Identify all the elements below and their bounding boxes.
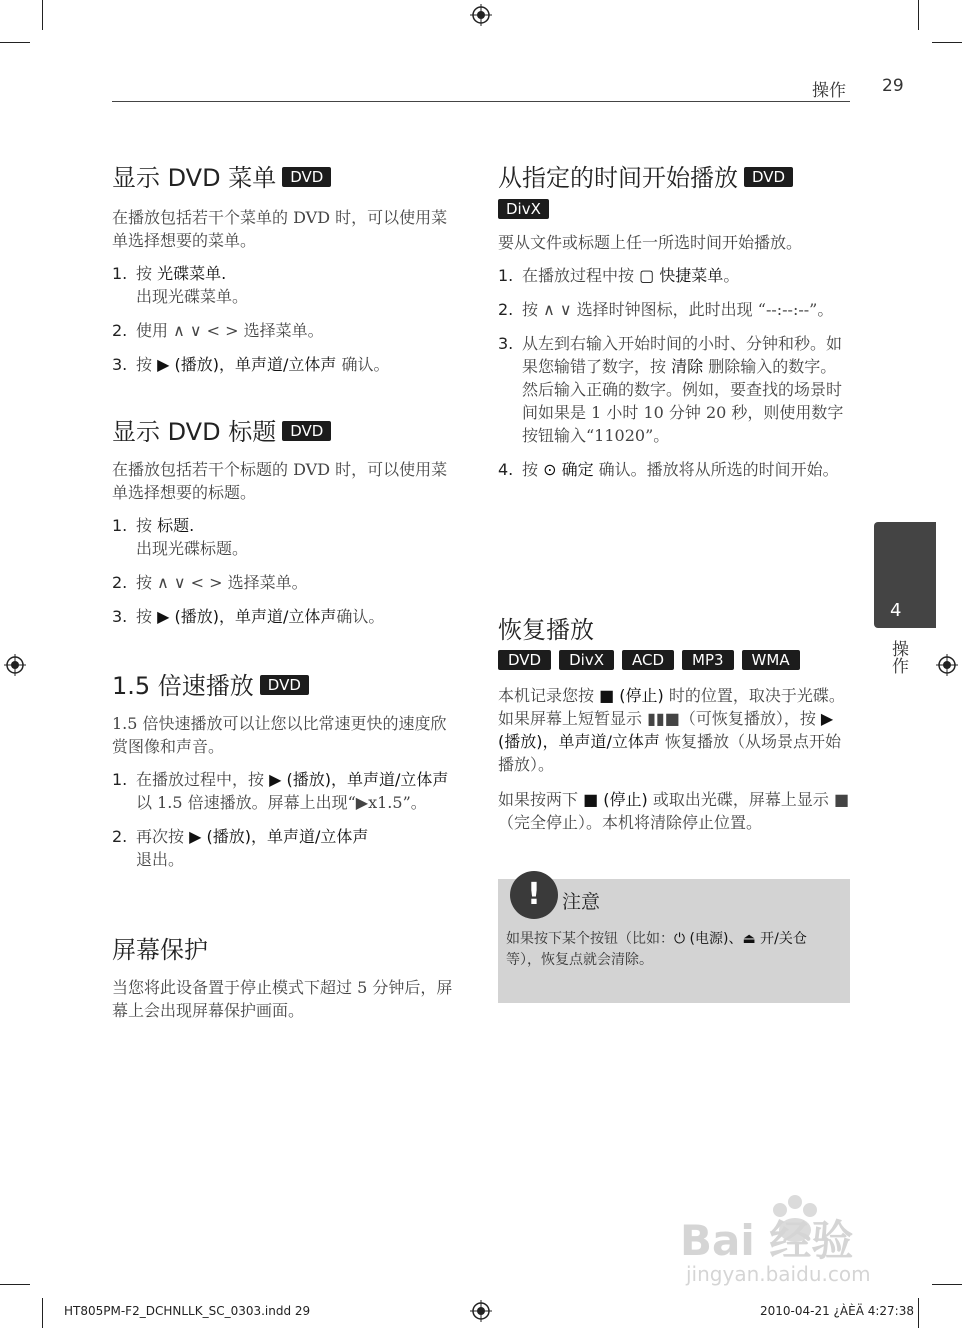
registration-mark-icon xyxy=(470,1300,492,1322)
note-title: 注意 xyxy=(562,891,601,913)
section-heading: 屏幕保护 xyxy=(112,936,208,964)
chapter-tab xyxy=(874,522,936,628)
crop-mark xyxy=(932,42,962,43)
header-section-title: 操作 xyxy=(812,81,846,101)
section-dvd-menu xyxy=(112,162,462,376)
list-item: 3. 按 ▶ (播放)，单声道/立体声 确认。 xyxy=(112,355,390,374)
section-intro: 在播放包括若干个菜单的 DVD 时，可以使用菜单选择想要的菜单。 xyxy=(112,208,448,250)
section-screen-saver xyxy=(112,934,462,1022)
baidu-watermark: Bai 经验 jingyan.baidu.com xyxy=(680,1190,910,1290)
step-list xyxy=(112,514,462,628)
note-box xyxy=(498,879,850,1003)
footer-filename: HT805PM-F2_DCHNLLK_SC_0303.indd 29 xyxy=(64,1304,311,1318)
section-heading: 显示 DVD 标题 DVD xyxy=(112,416,462,448)
registration-mark-icon xyxy=(936,654,958,676)
disc-badge: DivX xyxy=(498,199,549,219)
section-intro: 当您将此设备置于停止模式下超过 5 分钟后，屏幕上会出现屏幕保护画面。 xyxy=(112,978,453,1020)
step-list xyxy=(112,262,462,376)
list-item: 1. 在播放过程中按 ▢ 快捷菜单。 xyxy=(498,265,740,285)
list-item: 3. 按 ▶ (播放)，单声道/立体声确认。 xyxy=(112,607,385,626)
disc-badge: DVD xyxy=(498,650,551,670)
section-heading: 显示 DVD 菜单 DVD xyxy=(112,162,462,194)
list-item: 1. 按 标题. 出现光碟标题。 xyxy=(112,516,249,558)
disc-badge: MP3 xyxy=(682,650,734,670)
registration-mark-icon xyxy=(4,654,26,676)
header-page-number: 29 xyxy=(882,76,904,96)
section-heading: 1.5 倍速播放 DVD xyxy=(112,670,462,702)
registration-mark-icon xyxy=(470,4,492,26)
section-heading: 从指定的时间开始播放 DVD xyxy=(498,162,850,194)
section-1-5x-playback xyxy=(112,670,462,871)
list-item: 4. 按 ⊙ 确定 确认。播放将从所选的时间开始。 xyxy=(498,459,839,479)
crop-mark xyxy=(0,1284,30,1285)
footer-timestamp: 2010-04-21 ¿ÀÈÄ 4:27:38 xyxy=(760,1304,914,1318)
crop-mark xyxy=(0,42,30,43)
section-dvd-title xyxy=(112,416,462,628)
section-intro: 要从文件或标题上任一所选时间开始播放。 xyxy=(498,232,803,252)
disc-badge: ACD xyxy=(622,650,674,670)
section-intro: 在播放包括若干个标题的 DVD 时，可以使用菜单选择想要的标题。 xyxy=(112,460,448,502)
list-item: 2. 按 ∧ ∨ 选择时钟图标，此时出现 “--:--:--”。 xyxy=(498,299,834,319)
step-list xyxy=(112,768,462,871)
section-time-search xyxy=(498,162,850,481)
crop-mark xyxy=(42,0,43,30)
paragraph: 如果按两下 ■ (停止) 或取出光碟，屏幕上显示 ■（完全停止）。本机将清除停止位置。 xyxy=(498,790,850,832)
crop-mark xyxy=(42,1298,43,1328)
disc-badge: DVD xyxy=(282,421,331,441)
paragraph: 本机记录您按 ■ (停止) 时的位置，取决于光碟。如果屏幕上短暂显示 ▮▮■（可恢复播放），按 ▶ (播放)，单声道/立体声 恢复播放（从场景点开始播放）。 xyxy=(498,686,845,774)
step-list xyxy=(498,264,850,481)
chapter-tab-label: 操作 xyxy=(888,640,908,674)
section-resume-playback xyxy=(498,614,850,834)
section-heading: 恢复播放 xyxy=(498,616,594,644)
crop-mark xyxy=(918,1298,919,1328)
list-item: 1. 在播放过程中，按 ▶ (播放)，单声道/立体声 以 1.5 倍速播放。屏幕上出现“▶x1.5”。 xyxy=(112,770,449,812)
disc-badge-row xyxy=(498,650,850,670)
header-rule xyxy=(112,101,850,102)
disc-badge: DVD xyxy=(260,675,309,695)
disc-badge: WMA xyxy=(742,650,800,670)
note-text: 如果按下某个按钮（比如：⏻ (电源)、⏏ 开/关仓 等），恢复点就会清除。 xyxy=(506,931,807,968)
disc-badge: DVD xyxy=(744,167,793,187)
list-item: 2. 使用 ∧ ∨ < > 选择菜单。 xyxy=(112,321,324,340)
list-item: 2. 再次按 ▶ (播放)，单声道/立体声 退出。 xyxy=(112,827,369,869)
disc-badge: DVD xyxy=(282,167,331,187)
crop-mark xyxy=(932,1284,962,1285)
crop-mark xyxy=(918,0,919,30)
chapter-tab-number: 4 xyxy=(890,600,902,621)
disc-badge: DivX xyxy=(559,650,614,670)
section-intro: 1.5 倍快速播放可以让您以比常速更快的速度欣赏图像和声音。 xyxy=(112,714,447,756)
list-item: 3. 从左到右输入开始时间的小时、分钟和秒。如果您输错了数字，按 清除 删除输入的数字。然后输入正确的数字。例如，要查找的场景时间如果是 1 小时 10 分钟 20 秒，则使用数字按钮输入“11020”。 xyxy=(498,333,844,445)
list-item: 1. 按 光碟菜单. 出现光碟菜单。 xyxy=(112,264,249,306)
exclamation-icon: ! xyxy=(510,871,558,919)
list-item: 2. 按 ∧ ∨ < > 选择菜单。 xyxy=(112,573,308,592)
